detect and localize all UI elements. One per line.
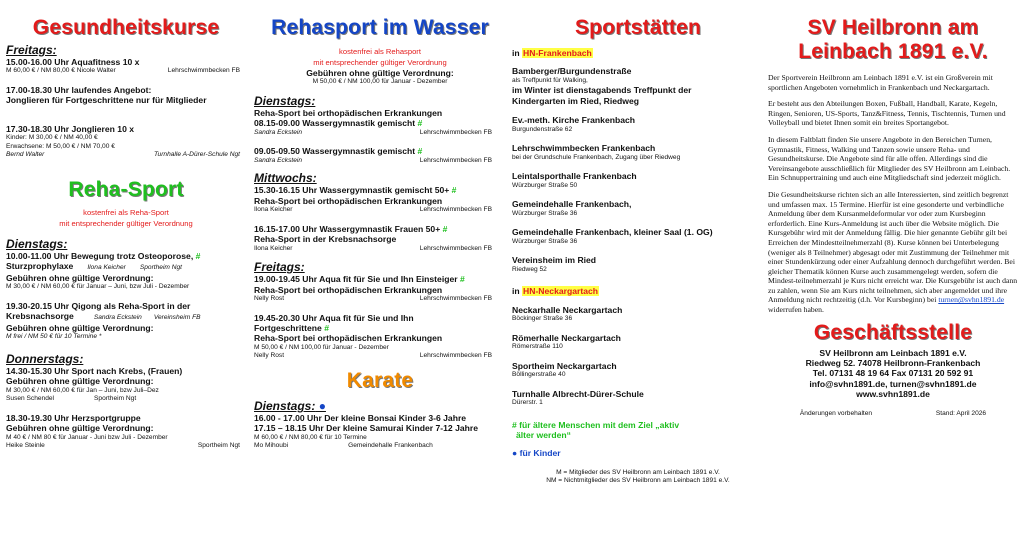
course-aquafit-1-info: Nelly Rost Lehrschwimmbecken FB [254,295,492,303]
place-turnhalle-duerer-addr: Dürerstr. 1 [512,399,543,407]
club-course-rules: Die Gesundheitskurse richten sich an alle Interessierten, sind zeitlich begrenzt und umfassen max. 15 Termine. Hierfür ist eine gesonderte und verbindliche Anmeldung über dem Kursanmeldeformular vor oder zum Kursbeginn erforderlich. Eine Kurs-Anmeldung ist auch über die Website möglich. Die Kursgebühr wird mit der Anmeldung fällig. Die hier genannte Gebühr gilt bei Erreichen der Mindestteilnehmerzahl (8). Kurse können bei Unterbelegung (weniger als 8 Teilnehmer) abgesagt oder mit Zustimmung der Teilnehmer mit einer Stundenkürzung oder einer Aufzahlung dennoch durchgeführt werden. Bei gleicher Thematik können Kurse auch zusammengelegt werden, sofern die Mindest-teilnehmerzahl je Kurs nicht erreicht war. Die Kursgebühr ist auch dann zu zahlen, wenn Sie am Kurs nicht teilnehmen, sich aber angemeldet und ihre Anmeldung nicht rechtzeitig (d.h. Vor Kursbeginn) bei turnen@svhn1891.de widerrufen haben. [768,189,1018,315]
place-turnhalle-duerer: Turnhalle Albrecht-Dürer-Schule [512,388,644,399]
legend-hash-line2: älter werden“ [516,430,571,441]
place-gemeindehalle-saal: Gemeindehalle Frankenbach, kleiner Saal (1. OG) [512,227,713,238]
place-gemeindehalle-saal-addr: Würzburger Straße 36 [512,237,578,245]
place-roemerhalle: Römerhalle Neckargartach [512,332,621,343]
place-sportheim: Sportheim Neckargartach [512,360,617,371]
place-lehrschwimmbecken: Lehrschwimmbecken Frankenbach [512,143,656,154]
heading-dienstags: Dienstags: [6,237,68,251]
course-wed-1: 15.30-16.15 Uhr Wassergymnastik gemischt 50+ # [254,185,457,196]
legend-m: M = Mitglieder des SV Heilbronn am Leinbach 1891 e.V. [556,468,720,476]
legend-dot: ● für Kinder [512,448,561,459]
course-qigong-fee-head: Gebühren ohne gültige Verordnung: [6,323,154,333]
legend-nm: NM = Nichtmitglieder des SV Heilbronn am Leinbach 1891 e.V. [546,477,730,485]
course-sport-nach-krebs-info: Susen Schendel Sportheim Ngt [6,395,137,403]
heading-donnerstags: Donnerstags: [6,352,84,366]
column-rehasport-wasser [254,0,506,544]
course-jonglieren-price-kids: Kinder: M 30,00 € / NM 40,00 € [6,134,98,142]
title-sportstaetten: Sportstätten [574,16,702,39]
place-lehrschwimmbecken-addr: bei der Grundschule Frankenbach, Zugang über Riedweg [512,153,681,161]
club-departments: Er besteht aus den Abteilungen Boxen, Fußball, Handball, Karate, Kegeln, Ringen, Senioren, US-Sports, Tanz&Fitness, Tennis, Tischtennis, Turnen und Volleyball und bietet Ihnen somit ein breites Sportangebot. [768,99,1006,128]
place-bamberger-note: als Treffpunkt für Walking, [512,76,588,84]
title-reha-sport: Reha-Sport [68,178,184,201]
place-neckarhalle-addr: Böckinger Straße 36 [512,315,573,323]
place-bamberger: Bamberger/Burgundenstraße [512,66,632,77]
course-aquafit-1-sub: Reha-Sport bei orthopädischen Erkrankungen [254,284,443,295]
place-leintalsporthalle-addr: Würzburger Straße 50 [512,181,578,189]
course-jonglieren-open: 17.00-18.30 Uhr laufendes Angebot: [6,85,152,95]
karate-info: Mo Mihoubi Gemeindehalle Frankenbach [254,442,433,450]
course-wed-2-sub: Reha-Sport in der Krebsnachsorge [254,234,397,245]
place-kirche-addr: Burgundenstraße 62 [512,125,573,133]
location-heading-frankenbach: in HN-Frankenbach [512,48,592,58]
course-wed-2-info: Ilona Keicher Lehrschwimmbecken FB [254,244,492,252]
heading-freitags-water: Freitags: [254,260,305,275]
water-fee-head: Gebühren ohne gültige Verordnung: [306,68,454,78]
water-note-prescription: mit entsprechender gültiger Verordnung [313,58,447,67]
course-qigong-fee: M frei / NM 50 € für 10 Termine * [6,333,102,341]
column-verein [768,0,1018,544]
course-qigong-line2: Krebsnachsorge Sandra Eckstein Vereinsheim FB [6,311,201,322]
course-herzsport-info: Heike Steinle Sportheim Ngt [6,442,240,450]
place-gemeindehalle-addr: Würzburger Straße 36 [512,209,578,217]
heading-mittwochs: Mittwochs: [254,171,317,186]
course-aquafitness: 15.00-16.00 Uhr Aquafitness 10 x [6,57,140,67]
karate-fee: M 60,00 € / NM 80,00 € für 10 Termine [254,433,367,441]
heading-freitags: Freitags: [6,43,57,57]
course-wassergymnastik-1: 08.15-09.00 Wassergymnastik gemischt # [254,118,423,129]
course-qigong: 19.30-20.15 Uhr Qigong als Reha-Sport in der [6,301,191,311]
title-rehasport-wasser: Rehasport im Wasser [271,16,489,39]
place-bamberger-winter: im Winter ist dienstagabends Treffpunkt der [512,85,692,96]
karate-bonsai: 16.00 - 17.00 Uhr Der kleine Bonsai Kinder 3-6 Jahre [254,413,467,424]
course-aquafit-2: 19.45-20.30 Uhr Aqua fit für Sie und Ihn [254,312,414,323]
place-kirche: Ev.-meth. Kirche Frankenbach [512,115,636,126]
footer-notes: Änderungen vorbehalten Stand: April 2026 [799,409,987,417]
office-phone: Tel. 07131 48 19 64 Fax 07131 20 592 91 [812,368,974,379]
heading-dienstags-karate: Dienstags: ● [254,399,326,414]
course-osteoporose-line2: Sturzprophylaxe Ilona Keicher Sportheim Ngt [6,261,182,272]
course-wed-1-sub: Reha-Sport bei orthopädischen Erkrankungen [254,195,443,206]
course-wassergymnastik-2-info: Sandra Eckstein Lehrschwimmbecken FB [254,156,492,164]
title-club-line1: SV Heilbronn am [807,16,979,39]
course-jonglieren: 17.30-18.30 Uhr Jonglieren 10 x [6,123,135,134]
office-email: info@svhn1891.de, turnen@svhn1891.de [809,378,977,389]
office-website: www.svhn1891.de [856,389,930,400]
legend-hash: # für ältere Menschen mit dem Ziel „aktiv [512,419,680,430]
column-gesundheitskurse [6,0,246,544]
course-herzsport: 18.30-19.30 Uhr Herzsportgruppe [6,413,141,423]
course-osteoporose: 10.00-11.00 Uhr Bewegung trotz Osteoporose, # [6,251,201,261]
place-neckarhalle: Neckarhalle Neckargartach [512,304,623,315]
place-roemerhalle-addr: Römerstraße 110 [512,343,563,351]
place-vereinsheim-addr: Riedweg 52 [512,265,547,273]
course-aquafitness-info: M 60,00 € / NM 80,00 € Nicole Walter Lehrschwimmbecken FB [6,67,240,75]
place-leintalsporthalle: Leintalsporthalle Frankenbach [512,171,637,182]
course-jonglieren-open-desc: Jonglieren für Fortgeschrittene nur für Mitglieder [6,95,207,106]
title-geschaeftsstelle: Geschäftsstelle [813,320,973,344]
course-sport-nach-krebs-fee-head: Gebühren ohne gültige Verordnung: [6,376,154,387]
email-link-turnen[interactable]: turnen@svhn1891.de [938,295,1005,305]
course-sport-nach-krebs-fee: M 30,00 € / NM 60,00 € für Jan – Juni, bzw Juli–Dez [6,386,159,394]
reha-note-free: kostenfrei als Reha-Sport [83,208,169,217]
course-jonglieren-price-adults: Erwachsene: M 50,00 € / NM 70,00 € [6,142,115,150]
course-osteoporose-fee: M 30,00 € / NM 60,00 € für Januar – Juni, bzw Juli - Dezember [6,283,190,291]
office-address: Riedweg 52. 74078 Heilbronn-Frankenbach [805,358,981,369]
karate-samurai: 17.15 – 18.15 Uhr Der kleine Samurai Kinder 7-12 Jahre [254,423,479,434]
course-jonglieren-info: Bernd Walter Turnhalle A-Dürer-Schule Ngt [6,151,240,159]
course-osteoporose-fee-head: Gebühren ohne gültige Verordnung: [6,273,154,283]
course-aquafit-1: 19.00-19.45 Uhr Aqua fit für Sie und Ihn Einsteiger # [254,274,465,285]
course-wassergymnastik-1-info: Sandra Eckstein Lehrschwimmbecken FB [254,128,492,136]
location-heading-neckargartach: in HN-Neckargartach [512,286,599,297]
course-sport-nach-krebs: 14.30-15.30 Uhr Sport nach Krebs, (Frauen) [6,366,183,376]
place-gemeindehalle: Gemeindehalle Frankenbach, [512,199,632,210]
water-fee: M 50,00 € / NM 100,00 für Januar - Dezember [312,78,448,86]
course-wassergymnastik-2: 09.05-09.50 Wassergymnastik gemischt # [254,146,423,157]
reha-note-prescription: mit entsprechender gültiger Verordnung [59,219,193,228]
title-gesundheitskurse: Gesundheitskurse [32,16,220,39]
title-club-line2: Leinbach 1891 e.V. [798,40,988,63]
course-aquafit-2-fee: M 50,00 € / NM 100,00 für Januar - Dezember [254,343,389,351]
course-herzsport-fee: M 40 € / NM 80 € für Januar - Juni bzw Juli - Dezember [6,433,168,441]
place-sportheim-addr: Böllingerstraße 40 [512,371,566,379]
course-aquafit-2-info: Nelly Rost Lehrschwimmbecken FB [254,352,492,360]
course-herzsport-fee-head: Gebühren ohne gültige Verordnung: [6,423,154,434]
club-intro: Der Sportverein Heilbronn am Leinbach 1891 e.V. ist ein Großverein mit sportlichen Angeboten vornehmlich in Frankenbach und Neckargartach. [768,73,993,92]
course-aquafit-2-sub: Reha-Sport bei orthopädischen Erkrankungen [254,333,443,344]
water-note-free: kostenfrei als Rehasport [339,47,421,56]
course-aquafit-2-line2: Fortgeschrittene # [254,323,329,334]
course-wed-1-info: Ilona Keicher Lehrschwimmbecken FB [254,206,492,214]
office-name: SV Heilbronn am Leinbach 1891 e.V. [819,347,967,358]
water-tue-sub: Reha-Sport bei orthopädischen Erkrankungen [254,108,443,118]
course-wed-2: 16.15-17.00 Uhr Wassergymnastik Frauen 50+ # [254,223,448,234]
title-karate: Karate [346,369,414,393]
club-offers: In diesem Faltblatt finden Sie unsere Angebote in den Bereichen Turnen, Gymnastik, Fitness, Walking und Tanzen sowie unsere Reha- und Gesundheitskurse. Die Angebote sind für alle offen. Allerdings sind die Vereinsangebote ausschließlich für Mitglieder des SV Heilbronn am Leinbach. Ein Schnuppertraining und auch eine Mitgliedschaft sind jederzeit möglich. [768,134,1011,183]
place-bamberger-kiga: Kindergarten im Ried, Riedweg [512,95,640,106]
column-sportstaetten [512,0,764,544]
place-vereinsheim: Vereinsheim im Ried [512,255,597,266]
heading-dienstags-water: Dienstags: [254,94,316,108]
